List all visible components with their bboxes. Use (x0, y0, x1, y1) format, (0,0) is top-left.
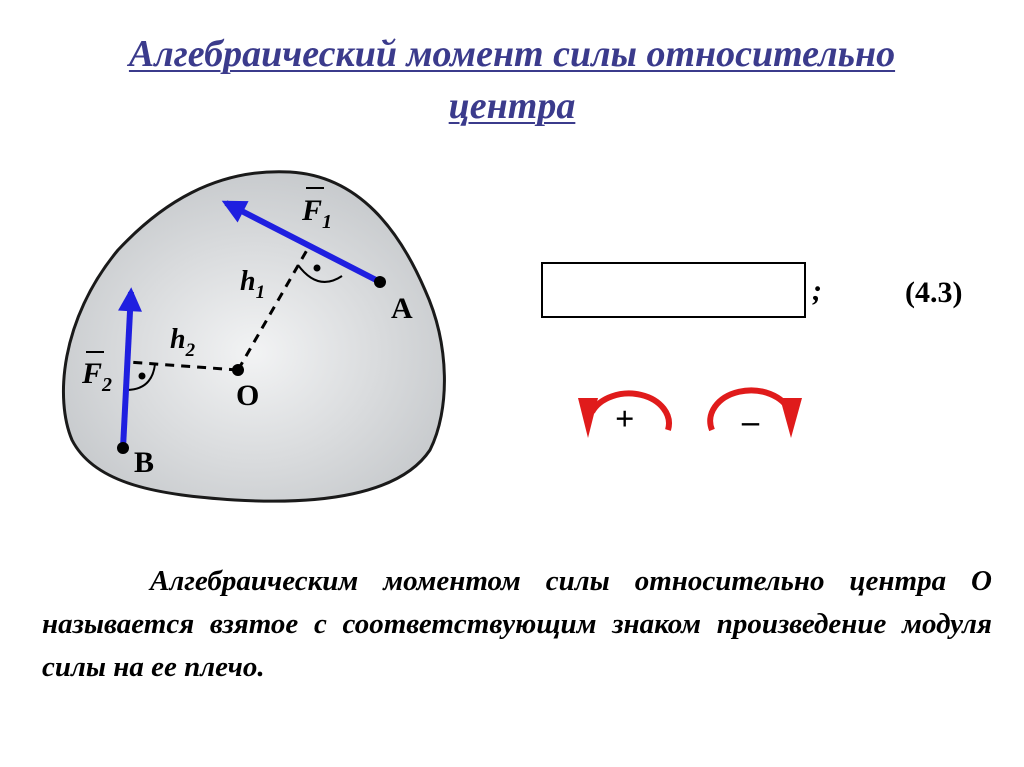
formula-semicolon: ; (812, 274, 822, 307)
definition-text: Алгебраическим моментом силы относительно центра О называется взятое с соответствующим знаком произведение модуля силы на ее плечо. (42, 565, 992, 683)
negative-arrow-head (780, 398, 802, 438)
formula-box (541, 262, 806, 318)
point-a-dot (374, 276, 386, 288)
positive-arrow-head (578, 398, 598, 438)
formula-number: (4.3) (905, 276, 963, 309)
point-b-dot (117, 442, 129, 454)
label-point-o: O (236, 379, 260, 412)
point-o-dot (232, 364, 244, 376)
label-h1: $h_1$ (240, 266, 266, 303)
label-point-a: A (391, 292, 413, 325)
label-f1: $F_1$ (302, 194, 333, 233)
label-h2: $h_2$ (170, 324, 196, 361)
right-angle-dot-2 (139, 373, 146, 380)
label-f2: $F_2$ (82, 357, 113, 396)
title-line-2: центра (448, 85, 576, 127)
positive-sign: + (615, 401, 635, 438)
title-line-1: Алгебраический момент силы относительно (128, 33, 896, 75)
right-angle-dot-1 (314, 265, 321, 272)
label-point-b: B (134, 446, 155, 479)
negative-sign: – (742, 403, 759, 440)
